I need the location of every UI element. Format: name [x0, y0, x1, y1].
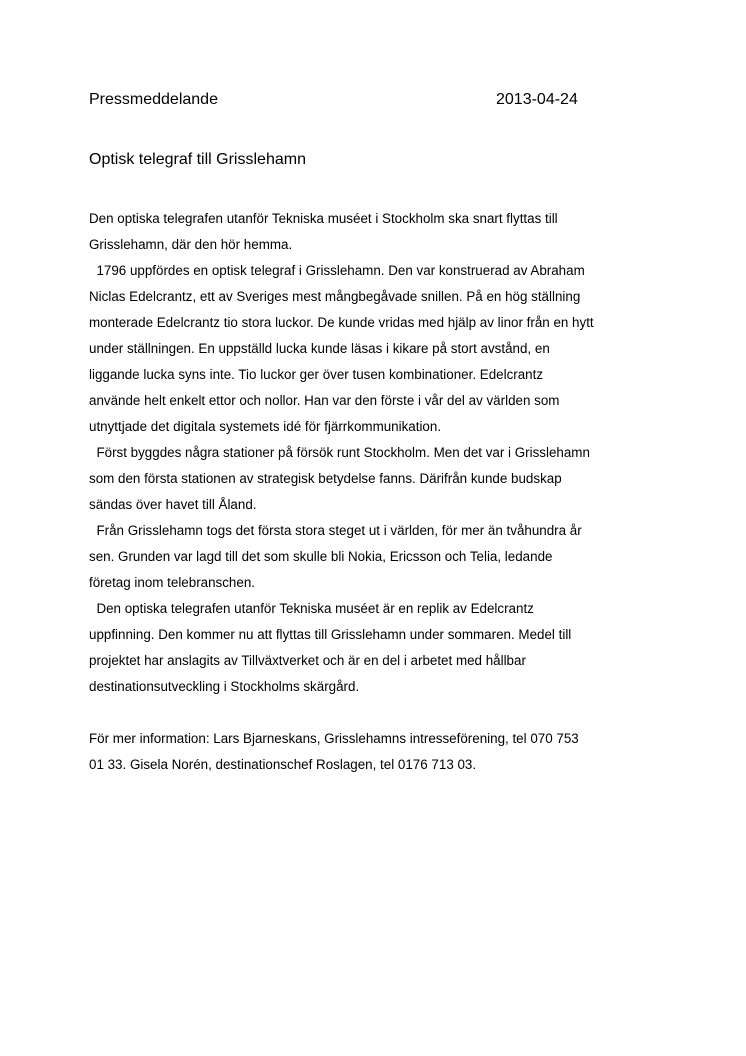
body-line: sändas över havet till Åland.: [89, 497, 257, 512]
body-line: utnyttjade det digitala systemets idé för fjärrkommunikation.: [89, 419, 442, 434]
body-line: projektet har anslagits av Tillväxtverket och är en del i arbetet med hållbar: [89, 653, 526, 668]
body-line: Niclas Edelcrantz, ett av Sveriges mest mångbegåvade snillen. På en hög ställning: [89, 289, 581, 304]
body-line: sen. Grunden var lagd till det som skulle bli Nokia, Ericsson och Telia, ledande: [89, 549, 553, 564]
body-line: Från Grisslehamn togs det första stora steget ut i världen, för mer än tvåhundra år: [89, 523, 582, 538]
body-line: monterade Edelcrantz tio stora luckor. De kunde vridas med hjälp av linor från en hytt: [89, 315, 594, 330]
body-line: använde helt enkelt ettor och nollor. Han var den förste i vår del av världen som: [89, 393, 560, 408]
body-line: under ställningen. En uppställd lucka kunde läsas i kikare på stort avstånd, en: [89, 341, 550, 356]
body-text: [89, 206, 689, 700]
body-line: som den första stationen av strategisk betydelse fanns. Därifrån kunde budskap: [89, 471, 562, 486]
release-date: 2013-04-24: [496, 91, 578, 108]
body-line: liggande lucka syns inte. Tio luckor ger över tusen kombinationer. Edelcrantz: [89, 367, 544, 382]
body-line: Först byggdes några stationer på försök runt Stockholm. Men det var i Grisslehamn: [89, 445, 590, 460]
contact-line: 01 33. Gisela Norén, destinationschef Roslagen, tel 0176 713 03.: [89, 757, 477, 772]
contact-info: [89, 726, 689, 778]
contact-line: För mer information: Lars Bjarneskans, Grisslehamns intresseförening, tel 070 753: [89, 731, 579, 746]
body-line: företag inom telebranschen.: [89, 575, 255, 590]
body-line: 1796 uppfördes en optisk telegraf i Grisslehamn. Den var konstruerad av Abraham: [89, 263, 585, 278]
body-line: destinationsutveckling i Stockholms skärgård.: [89, 679, 360, 694]
body-line: Grisslehamn, där den hör hemma.: [89, 237, 293, 252]
document-title: Optisk telegraf till Grisslehamn: [89, 151, 306, 168]
body-line: Den optiska telegrafen utanför Tekniska muséet är en replik av Edelcrantz: [89, 601, 534, 616]
press-release-label: Pressmeddelande: [89, 91, 218, 108]
body-line: uppfinning. Den kommer nu att flyttas till Grisslehamn under sommaren. Medel till: [89, 627, 572, 642]
body-line: Den optiska telegrafen utanför Tekniska muséet i Stockholm ska snart flyttas till: [89, 211, 558, 226]
